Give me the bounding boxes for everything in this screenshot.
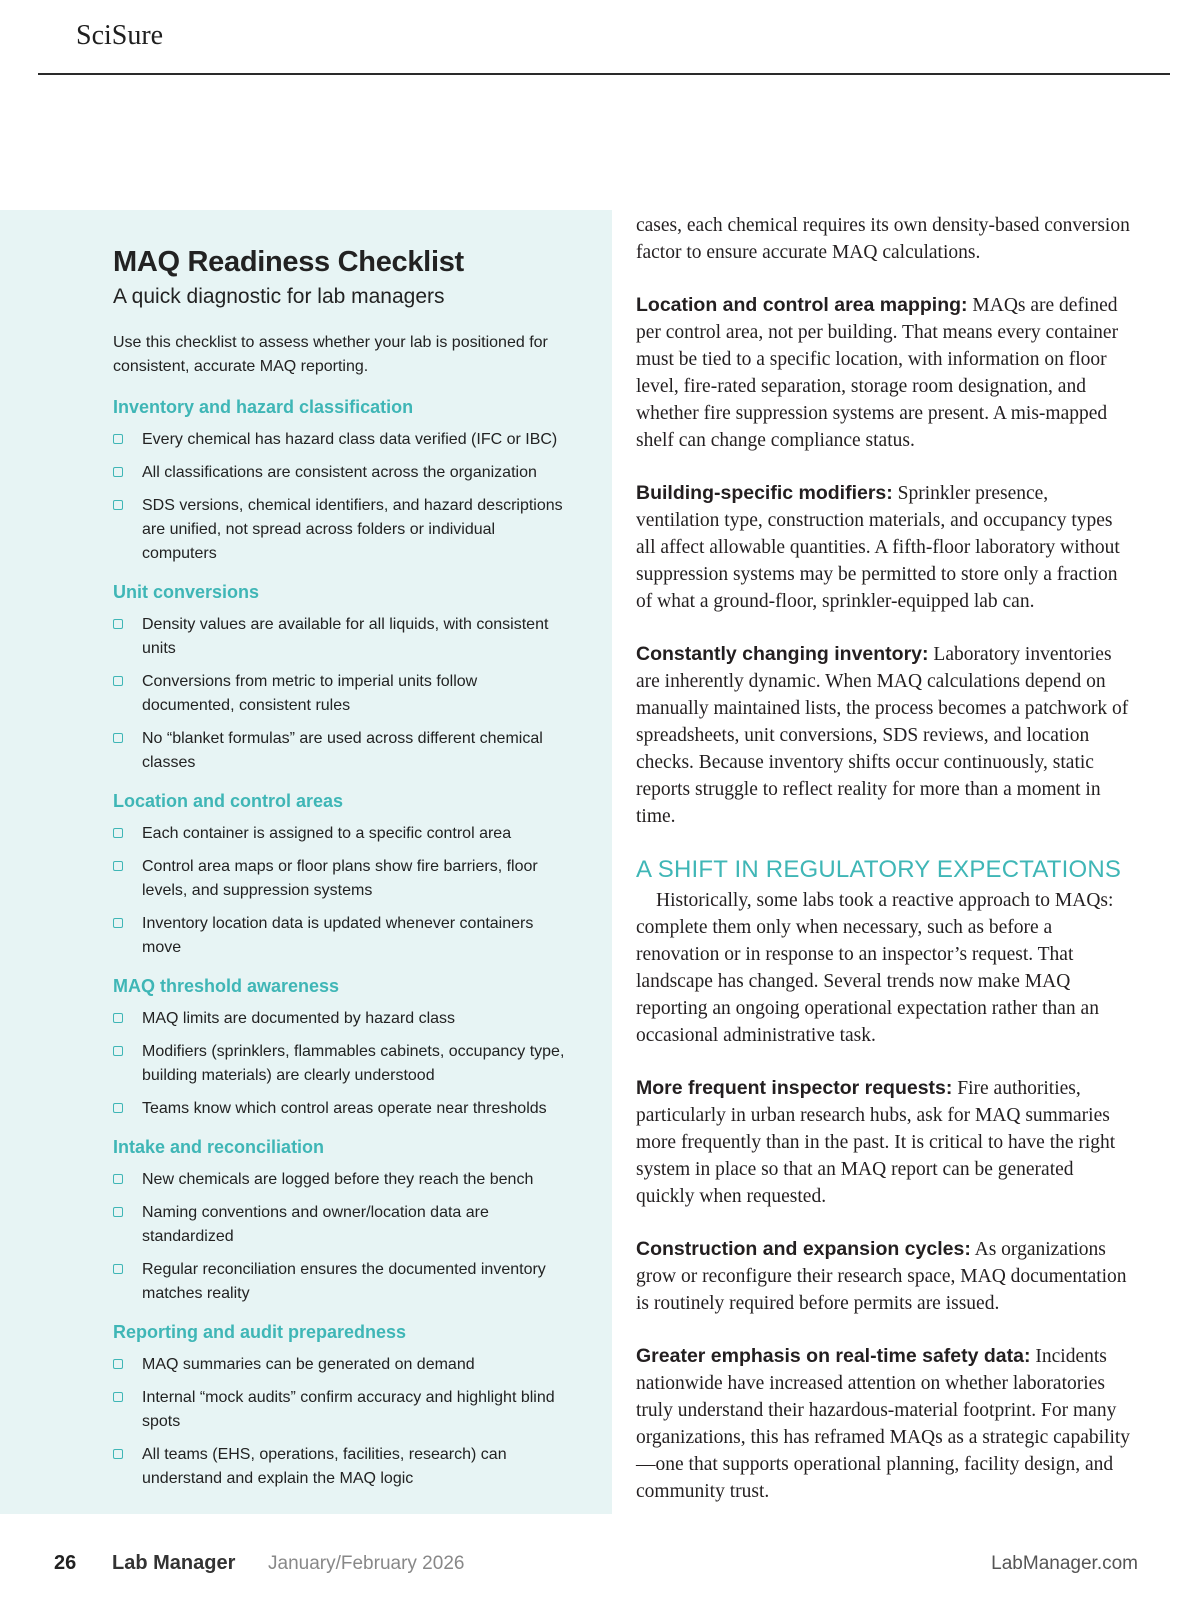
checklist-items (113, 1353, 572, 1491)
checklist-items (113, 1007, 572, 1121)
checkbox-icon[interactable] (113, 828, 123, 838)
article-paragraphs-2 (636, 1075, 1136, 1505)
checklist-item-text: Inventory location data is updated whenever containers move (142, 915, 534, 956)
paragraph-lead: More frequent inspector requests: (636, 1077, 953, 1099)
paragraph-body: As organizations grow or reconfigure their research space, MAQ documentation is routinely required before permits are issued. (636, 1239, 1127, 1314)
checklist-title: MAQ Readiness Checklist (113, 246, 464, 278)
checkbox-icon[interactable] (113, 1392, 123, 1402)
checklist-sidebar (0, 210, 612, 1514)
checklist-item (113, 613, 572, 661)
checklist-item (113, 1040, 572, 1088)
checklist-item-text: Teams know which control areas operate near thresholds (142, 1100, 547, 1117)
article-paragraphs-1 (636, 292, 1136, 830)
checklist-item-text: Each container is assigned to a specific control area (142, 825, 512, 842)
article-paragraph (636, 641, 1136, 830)
checklist-sections (113, 397, 572, 1491)
paragraph-body: Incidents nationwide have increased attention on whether laboratories truly understand their hazardous-material footprint. For many organizations, this has reframed MAQs as a strategic capability—one that supports operational planning, facility design, and community trust. (636, 1346, 1131, 1502)
section-intro: Historically, some labs took a reactive approach to MAQs: complete them only when necessary, such as before a renovation or in response to an inspector’s request. That landscape has changed. Several trends now make MAQ reporting an ongoing operational expectation rather than an occasional administrative task. (636, 890, 1114, 1046)
checklist-subtitle: A quick diagnostic for lab managers (113, 285, 445, 308)
article-continuation: cases, each chemical requires its own density-based conversion factor to ensure accurate MAQ calculations. (636, 215, 1130, 263)
checkbox-icon[interactable] (113, 1359, 123, 1369)
checklist-item (113, 1386, 572, 1434)
article-paragraph (636, 1343, 1136, 1505)
checklist-section-heading: Reporting and audit preparedness (113, 1322, 407, 1342)
checklist-section-heading: Intake and reconciliation (113, 1137, 325, 1157)
checklist-item (113, 428, 572, 452)
checkbox-icon[interactable] (113, 500, 123, 510)
paragraph-body: MAQs are defined per control area, not per building. That means every container must be tied to a specific location, with information on floor level, fire-rated separation, storage room designation, and whether fire suppression systems are present. A mis-mapped shelf can change compliance status. (636, 295, 1119, 451)
checklist-item (113, 461, 572, 485)
checklist-item (113, 1353, 572, 1377)
checkbox-icon[interactable] (113, 467, 123, 477)
article-column (636, 212, 1136, 1531)
paragraph-lead: Constantly changing inventory: (636, 643, 929, 665)
checkbox-icon[interactable] (113, 1174, 123, 1184)
magazine-name: Lab Manager (112, 1552, 236, 1574)
checklist-item-text: Density values are available for all liquids, with consistent units (142, 616, 549, 657)
page-number: 26 (54, 1552, 77, 1574)
checklist-item-text: MAQ summaries can be generated on demand (142, 1356, 475, 1373)
checklist-item-text: New chemicals are logged before they reach the bench (142, 1171, 534, 1188)
checklist-section-heading: MAQ threshold awareness (113, 976, 340, 996)
page-footer (0, 1552, 1200, 1582)
checkbox-icon[interactable] (113, 434, 123, 444)
checklist-item (113, 912, 572, 960)
checklist-item (113, 1443, 572, 1491)
checklist-item-text: All classifications are consistent across the organization (142, 464, 537, 481)
checklist-item-text: SDS versions, chemical identifiers, and hazard descriptions are unified, not spread across folders or individual computers (142, 497, 563, 562)
checklist-items (113, 613, 572, 775)
checklist-item (113, 855, 572, 903)
checklist-item-text: MAQ limits are documented by hazard class (142, 1010, 456, 1027)
checklist-item-text: Conversions from metric to imperial units follow documented, consistent rules (142, 673, 478, 714)
checkbox-icon[interactable] (113, 1046, 123, 1056)
checklist-item-text: Internal “mock audits” confirm accuracy and highlight blind spots (142, 1389, 555, 1430)
checklist-item (113, 727, 572, 775)
checklist-item (113, 1201, 572, 1249)
article-paragraph (636, 1236, 1136, 1317)
checklist-item-text: Modifiers (sprinklers, flammables cabinets, occupancy type, building materials) are clearly understood (142, 1043, 565, 1084)
checklist-item (113, 494, 572, 566)
article-paragraph (636, 480, 1136, 615)
article-paragraph (636, 292, 1136, 454)
checkbox-icon[interactable] (113, 861, 123, 871)
checklist-item-text: Regular reconciliation ensures the documented inventory matches reality (142, 1261, 546, 1302)
checklist-item (113, 670, 572, 718)
article-paragraph (636, 1075, 1136, 1210)
checkbox-icon[interactable] (113, 1103, 123, 1113)
checkbox-icon[interactable] (113, 733, 123, 743)
issue-date: January/February 2026 (268, 1553, 465, 1574)
checklist-section-heading: Inventory and hazard classification (113, 397, 414, 417)
checkbox-icon[interactable] (113, 619, 123, 629)
section-heading: A SHIFT IN REGULATORY EXPECTATIONS (636, 856, 1122, 883)
checklist-item-text: No “blanket formulas” are used across different chemical classes (142, 730, 543, 771)
paragraph-body: Fire authorities, particularly in urban research hubs, ask for MAQ summaries more frequently than in the past. It is critical to have the right system in place so that an MAQ report can be generated quickly when requested. (636, 1078, 1116, 1207)
checklist-item (113, 1258, 572, 1306)
paragraph-lead: Greater emphasis on real-time safety data: (636, 1345, 1031, 1367)
checklist-items (113, 428, 572, 566)
checklist-item-text: Control area maps or floor plans show fire barriers, floor levels, and suppression systems (142, 858, 538, 899)
paragraph-lead: Location and control area mapping: (636, 294, 968, 316)
checklist-section-heading: Unit conversions (113, 582, 260, 602)
checklist-item (113, 1168, 572, 1192)
checklist-intro: Use this checklist to assess whether your lab is positioned for consistent, accurate MAQ reporting. (113, 334, 548, 375)
paragraph-lead: Building-specific modifiers: (636, 482, 893, 504)
checkbox-icon[interactable] (113, 918, 123, 928)
paragraph-body: Laboratory inventories are inherently dynamic. When MAQ calculations depend on manually maintained lists, the process becomes a patchwork of spreadsheets, unit conversions, SDS reviews, and location checks. Because inventory shifts occur continuously, static reports struggle to reflect reality for more than a moment in time. (636, 644, 1129, 827)
header-divider (38, 73, 1170, 75)
checkbox-icon[interactable] (113, 1013, 123, 1023)
checkbox-icon[interactable] (113, 1207, 123, 1217)
checkbox-icon[interactable] (113, 1264, 123, 1274)
paragraph-lead: Construction and expansion cycles: (636, 1238, 971, 1260)
checklist-items (113, 822, 572, 960)
checklist-item (113, 822, 572, 846)
paragraph-body: Sprinkler presence, ventilation type, construction materials, and occupancy types all affect allowable quantities. A fifth-floor laboratory without suppression systems may be permitted to store only a fraction of what a ground-floor, sprinkler-equipped lab can. (636, 483, 1120, 612)
checkbox-icon[interactable] (113, 676, 123, 686)
checklist-section-heading: Location and control areas (113, 791, 344, 811)
checklist-item-text: Naming conventions and owner/location data are standardized (142, 1204, 489, 1245)
publication-brand: SciSure (76, 20, 164, 51)
checklist-item-text: All teams (EHS, operations, facilities, research) can understand and explain the MAQ logic (142, 1446, 507, 1487)
checklist-item (113, 1007, 572, 1031)
website: LabManager.com (991, 1553, 1138, 1574)
checklist-item (113, 1097, 572, 1121)
checkbox-icon[interactable] (113, 1449, 123, 1459)
checklist-item-text: Every chemical has hazard class data verified (IFC or IBC) (142, 431, 558, 448)
checklist-items (113, 1168, 572, 1306)
